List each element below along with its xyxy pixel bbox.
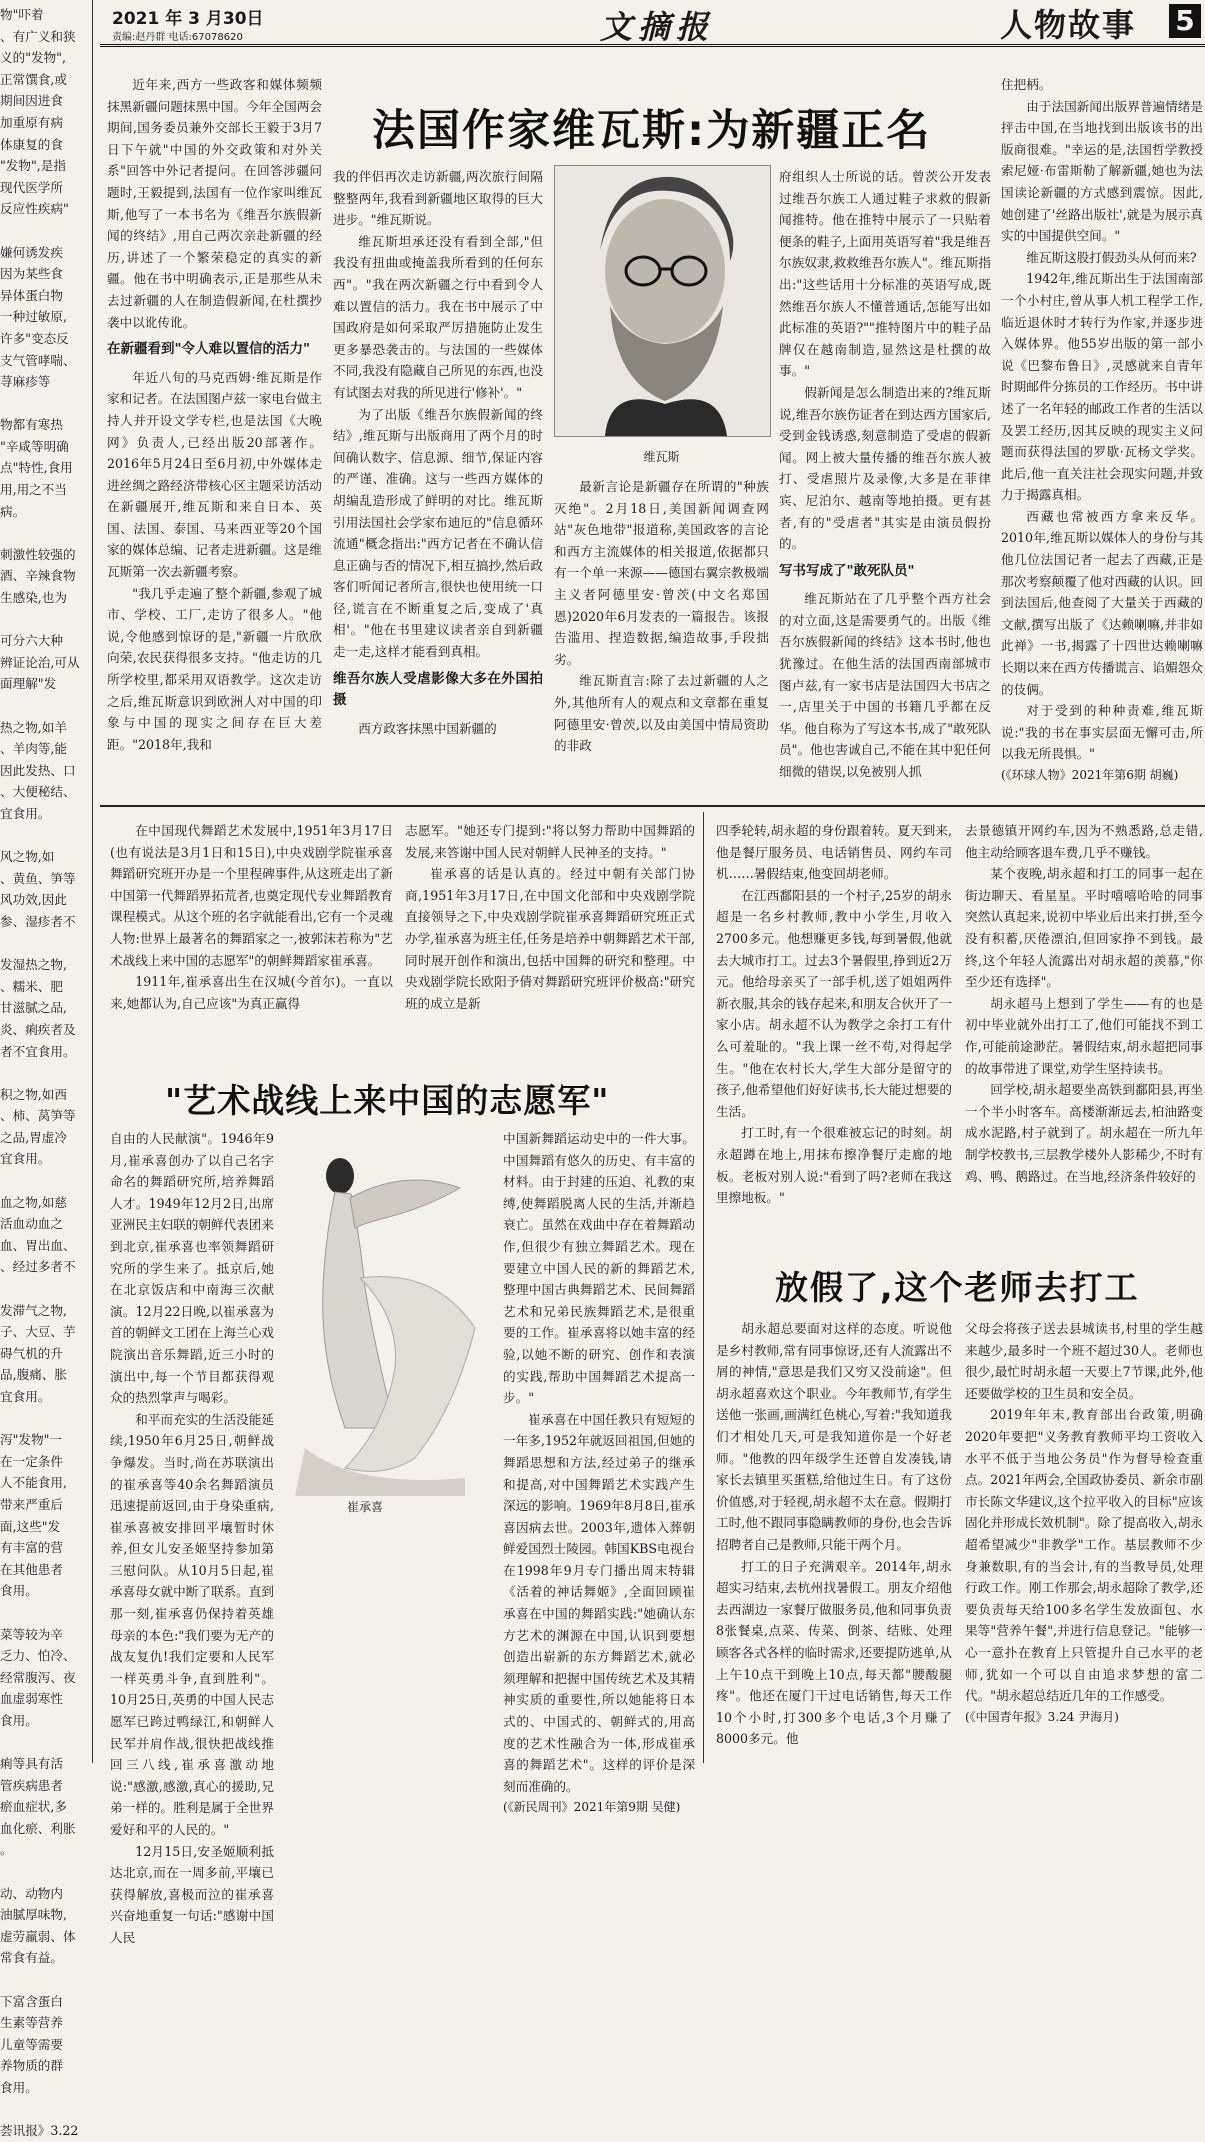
article1-column-1 [107,74,322,801]
paragraph: 在江西鄱阳县的一个村子,25岁的胡永超是一名乡村教师,教中小学生,月收入2700多元。他想赚更多钱,每到暑假,他就去大城市打工。过去3个暑假里,挣到近2万元。他给母亲买了一部手机,送了姐姐两件新衣服,其余的钱存起来,和朋友合伙开了一家小店。胡永超不认为教学之余打工有什么可羞耻的。"我上课一丝不苟,对得起学生。"他在农村长大,学生大部分是留守的孩子,他希望他们好好读书,长大能过想要的生活。 [716,887,952,1119]
strip-line: 在其他患者 [0,1561,63,1577]
paragraph: 父母会将孩子送去县城读书,村里的学生越来越少,最多时一个班不超过30人。老师也很少,最忙时胡永超一天要上7节课,此外,他还要做学校的卫生员和安全员。 [965,1321,1203,1401]
paragraph: 崔承喜在中国任教只有短短的一年多,1952年就返回祖国,但她的舞蹈思想和方法,经过弟子的继承和提高,对中国舞蹈艺术实践产生深远的影响。1969年8月8日,崔承喜因病去世。2003年,遗体入葬朝鲜爱国烈士陵园。韩国KBS电视台在1998年9月专门播出周末特辑《活着的神话舞姬》,全面回顾崔承喜在中国的舞蹈实践:"她确认东方艺术的渊源在中国,认识到要想创造出崭新的东方舞蹈艺术,就必须理解和把握中国传统艺术及其精神实质的重要性,所以她能将日本式的、中国式的、朝鲜式的,用高度的艺术性融合为一体,形成崔承喜的舞蹈艺术"。这样的评价是深刻而准确的。 [503,1411,695,1794]
article2-bottom-column-1 [110,1128,274,1945]
strip-line: 生素等营养 [0,2015,63,2031]
article1-column-4 [779,166,991,801]
strip-line: 瘀血症状,多 [0,1799,67,1815]
article2-top-column-1 [110,820,393,1045]
strip-line: 现代医学所 [0,179,63,195]
source-credit: (《新民周刊》2021年第9期 吴健) [503,1800,681,1815]
paragraph: 中国新舞蹈运动史中的一件大事。中国舞蹈有悠久的历史、有丰富的材料。由于封建的压迫、礼教的束缚,使舞蹈脱离人民的生活,并渐趋衰亡。虽然在戏曲中存在着舞蹈动作,但很少有独立舞蹈艺术。现在要建立中国人民的新的舞蹈艺术,整理中国古典舞蹈艺术、民间舞蹈艺术和兄弟民族舞蹈艺术,是很重要的工作。崔承喜将以她丰富的经验,以她不断的研究、创作和表演的实践,帮助中国舞蹈艺术提高一步。" [503,1131,695,1406]
strip-line: 血之物,如慈 [0,1194,67,1210]
strip-line: 食用。 [0,2080,38,2095]
masthead-editor: 责编:赵丹群 电话:67078620 [112,32,243,43]
strip-line: 辨证论治,可从 [0,654,80,670]
strip-line: 体康复的食 [0,136,63,152]
strip-line: 子、大豆、芋 [0,1324,76,1340]
strip-line: 品,腹痛、胀 [0,1367,67,1383]
article-divider-vertical [703,812,704,1763]
strip-line: 血虚弱寒性 [0,1691,63,1707]
strip-line: 许多"变态反 [0,330,69,346]
strip-line [0,1969,87,1991]
paragraph: 维瓦斯坦承还没有看到全部,"但我没有扭曲或掩盖我所看到的任何东西"。"我在两次新疆之行中看到令人难以置信的活力。我在书中展示了中国政府是如何采取严厉措施防止发生更多暴恐袭击的。与法国的一些媒体不同,我没有隐藏自己所见的东西,也没有试图去对我的所见进行'修补'。" [333,233,543,400]
paragraph: 维瓦斯直言:除了去过新疆的人之外,其他所有人的观点和文章都在重复阿德里安·曾茨,以及由美国中情局资助的非政 [554,673,769,754]
strip-line [0,609,87,631]
subheading: 维吾尔族人受虐影像大多在外国拍摄 [333,670,543,709]
strip-line [0,2099,87,2121]
left-column-strip [0,4,87,2139]
strip-line: 点"特性,食用 [0,460,73,476]
choi-photo-caption: 崔承喜 [346,1500,383,1514]
strip-line: 刺激性较强的 [0,546,76,562]
source-credit: (《环球人物》2021年第6期 胡巍) [1001,768,1179,782]
strip-line: 乏力、怕冷、 [0,1648,76,1664]
strip-line: 食用。 [0,1712,38,1728]
strip-line: 荨麻疹等 [0,374,51,390]
strip-line: 面理解"发 [0,676,57,692]
strip-line: 风功效,因此 [0,892,67,908]
strip-line: 期间因进食 [0,93,63,109]
paragraph: 和平而充实的生活没能延续,1950年6月25日,朝鲜战争爆发。当时,尚在苏联演出的崔承喜等40余名舞蹈演员迅速提前返回,由于身染重病,崔承喜被安排回平壤暂时休养,但女儿安圣姬坚持参加第三慰问队。从10月5日起,崔承喜母女就中断了联系。直到那一刻,崔承喜仍保持着英雄母亲的本色:"我们要为无产的战友复仇!我们定要和人民军一样英勇斗争,直到胜利"。10月25日,英勇的中国人民志愿军已跨过鸭绿江,和朝鲜人民军并肩作战,很快把战线推回三八线,崔承喜激动地说:"感激,感激,真心的援助,兄弟一样的。胜利是属于全世界爱好和平的人民的。" [110,1411,274,1837]
strip-line: 风之物,如 [0,849,55,865]
strip-line: 动、动物内 [0,1885,63,1901]
paragraph: 2019年年末,教育部出台政策,明确2020年要把"义务教育教师平均工资收入水平不低于当地公务员"作为督导检查重点。2021年两会,全国政协委员、新余市副市长陈文华建议,这个拉平收入的目标"应该固化并形成长效机制"。除了提高收入,胡永超希望减少"非教学"工作。基层教师不少身兼数职,有的当会计,有的当教导员,处理行政工作。刚工作那会,胡永超除了教学,还要负责每天给100多名学生发放面包、水果等"营养午餐",并进行信息登记。"能够一心一意扑在教育上只管提升自己水平的老师,犹如一个可以自由追求梦想的富二代。"胡永超总结近几年的工作感受。 [965,1407,1203,1704]
strip-line: 支气管哮喘、 [0,352,76,368]
paragraph: 最新言论是新疆存在所谓的"种族灭绝"。2月18日,美国新闻调查网站"灰色地带"报道称,美国政客的言论和西方主流媒体的相关报道,依据都只有一个单一来源——德国右翼宗教极端主义者阿德里安·曾茨(中文名郑国恩)2020年6月发表的一篇报告。该报告滥用、捏造数据,编造故事,手段拙劣。 [554,479,769,667]
strip-line [0,1062,87,1084]
paragraph: 志愿军。"她还专门提到:"将以努力帮助中国舞蹈的发展,来答谢中国人民对朝鲜人民神圣的支持。" [405,823,695,860]
strip-line: 生感染,也为 [0,590,67,606]
paragraph: 12月15日,安圣姬顺利抵达北京,而在一周多前,平壤已获得解放,喜极而泣的崔承喜兴奋地重复一句话:"感谢中国人民 [110,1843,274,1945]
paragraph: 府组织人士所说的话。曾茨公开发表过维吾尔族工人通过鞋子求救的假新闻推特。他在推特中展示了一只贴着便条的鞋子,上面用英语写着"我是维吾尔族奴隶,救救维吾尔族人"。维瓦斯指出:"这些话用十分标准的英语写成,既然维吾尔族人不懂普通话,怎能写出如此标准的英语?""推特图片中的鞋子品牌仅在越南制造,显然这是杜撰的故事。" [779,169,991,379]
strip-line [0,220,87,242]
strip-line [0,825,87,847]
paragraph: 自由的人民献演"。1946年9月,崔承喜创办了以自己名字命名的舞蹈研究所,培养舞蹈人才。1949年12月2日,出席亚洲民主妇联的朝鲜代表团来到北京,崔承喜也率领舞蹈研究所的学生来了。抵京后,她在北京饭店和中南海三次献演。12月22日晚,以崔承喜为首的朝鲜文工团在上海兰心戏院演出音乐舞蹈,近三小时的演出中,每一个节目都获得观众的热烈掌声与喝彩。 [110,1131,274,1406]
strip-line: 常食有益。 [0,1950,63,1966]
paragraph: 打工时,有一个很难被忘记的时刻。胡永超蹲在地上,用抹布擦净餐厅走廊的地板。老板对别人说:"看到了吗?老师在我这里擦地板。" [716,1125,952,1206]
strip-line [0,1732,87,1754]
strip-line [0,1861,87,1883]
article3-bottom-column-1 [716,1318,952,1759]
strip-line: 病。 [0,503,26,519]
paragraph: 1911年,崔承喜出生在汉城(今首尔)。一直以来,她都认为,自己应该"为真正赢得 [110,974,393,1011]
paragraph: 假新闻是怎么制造出来的?维瓦斯说,维吾尔族伤证者在到达西方国家后,受到金钱诱惑,刻意制造了受虐的假新闻。网上被大量传播的维吾尔族人被打、受虐照片及录像,大多是在菲律宾、尼泊尔、越南等地拍摄。更有甚者,有的"受虐者"其实是由演员假扮的。 [779,384,991,552]
strip-line: 嫌何诱发疾 [0,244,63,260]
strip-line: 下富含蛋白 [0,1993,63,2009]
strip-line: 义的"发物", [0,50,66,66]
paragraph: 崔承喜的话是认真的。经过中朝有关部门协商,1951年3月17日,在中国文化部和中央戏剧学院直接领导之下,中央戏剧学院崔承喜舞蹈研究班正式办学,崔承喜为班主任,任务是培养中朝舞蹈艺术干部,同时展开创作和演出,包括中国舞的研究和整理。中央戏剧学院长欧阳予倩对舞蹈研究班评价极高:"研究班的成立是新 [405,866,695,1011]
article2-bottom-column-2 [503,1128,695,1815]
paragraph: 四季轮转,胡永超的身份跟着转。夏天到来,他是餐厅服务员、电话销售员、网约车司机……暑假结束,他变回胡老师。 [716,823,952,882]
paragraph: 维瓦斯站在了几乎整个西方社会的对立面,这是需要勇气的。出版《维吾尔族假新闻的终结》这本书时,他也犹豫过。在他生活的法国西南部城市图卢兹,有一家书店是法国四大书店之一,店里关于中国的书籍几乎都在反华。他自称为了写这本书,成了"敢死队员"。他也害诚自己,不能在其中犯任何细微的错误,以免被别人抓 [779,591,991,780]
paragraph: 回学校,胡永超要坐高铁到鄱阳县,再坐一个半小时客车。高楼渐渐远去,柏油路变成水泥路,村子就到了。胡永超在一所九年制学校教书,三层教学楼外人影稀少,不时有鸡、鸭、鹅路过。在当地,经济条件较好的 [965,1082,1203,1184]
article1-bottom-rule [100,805,1205,807]
paragraph: 西藏也常被西方拿来反华。2010年,维瓦斯以媒体人的身份与其他几位法国记者一起去了西藏,正是那次考察颠覆了他对西藏的认识。回到法国后,他查阅了大量关于西藏的文献,撰写出版了《达赖喇嘛,并非如此禅》一书,揭露了十四世达赖喇嘛长期以来在西方传播谎言、谄媚怨众的伎俩。 [1001,508,1203,697]
masthead-rule [100,44,1205,47]
strip-line: 、大便秘结、 [0,784,76,800]
paragraph: 西方政客抹黑中国新疆的 [358,720,497,736]
strip-line: 人不能食用, [0,1475,67,1491]
strip-line: 者不宜食用。 [0,1043,76,1059]
strip-line: 、黄鱼、笋等 [0,870,76,886]
article2-headline: "艺术战线上来中国的志愿军" [165,1081,610,1120]
paragraph: 为了出版《维吾尔族假新闻的终结》,维瓦斯与出版商用了两个月的时间确认数字、信息源、细节,保证内容的严谨、准确。这与一些西方媒体的胡编乱造形成了鲜明的对比。维瓦斯引用法国社会学家布迪厄的"信息循环流通"概念指出:"西方记者在不确认信息正确与否的情况下,相互搞抄,然后政客们听闻记者所言,很快也使用统一口径,谎言在不断重复之后,变成了'真相'。"他在书里建议读者亲自到新疆走一走,这样才能看到真相。 [333,406,543,660]
article2-top-column-2 [405,820,695,1045]
strip-line: 在一定条件 [0,1453,63,1469]
strip-line: 油腻厚味物, [0,1907,67,1923]
strip-line: "辛咸等明确 [0,438,69,454]
strip-line: 食用。 [0,1583,38,1599]
vivas-photo-caption: 维瓦斯 [643,450,680,464]
section-title: 人物故事 [1000,6,1137,44]
paragraph: 维瓦斯这股打假劲头从何而来? [1026,249,1197,265]
strip-line [0,522,87,544]
strip-line: 反应性疾病" [0,201,69,217]
strip-line: 、糯米、肥 [0,978,63,994]
strip-line [0,1278,87,1300]
strip-line: "发物",是指 [0,158,66,174]
newspaper-name: 文摘报 [600,8,715,46]
masthead-date: 2021 年 3 月30日 [112,9,264,29]
strip-line: 酒、辛辣食物 [0,568,76,584]
strip-line [0,393,87,415]
paragraph: 住把柄。 [1001,77,1052,92]
paragraph: 某个夜晚,胡永超和打工的同事一起在街边聊天、看星星。平时嘻嘻哈哈的同事突然认真起来,说初中毕业后出来打拼,至今没有积蓄,厌倦漂泊,但回家挣不到钱。最终,这个年轻人流露出对胡永超的羡慕,"你至少还有选择"。 [965,866,1203,990]
paragraph: 去景德镇开网约车,因为不熟悉路,总走错,他主动给顾客退车费,几乎不赚钱。 [965,823,1203,860]
article3-bottom-column-2 [965,1318,1203,1759]
strip-line [0,1408,87,1430]
strip-line: 虚劳羸弱、体 [0,1928,76,1944]
page-number-badge: 5 [1169,4,1201,38]
strip-line: 之品,胃虚冷 [0,1129,67,1145]
paragraph: 年近八旬的马克西姆·维瓦斯是作家和记者。在法国图卢兹一家电台做主持人并开设文学专栏,也是法国《大晚网》负责人,已经出版20部著作。2016年5月24日至6月初,中外媒体走进丝绸之路经济带核心区主题采访活动在新疆展开,维瓦斯和来自日本、英国、法国、泰国、马来西亚等20个国家的媒体总编、记者走进新疆。这是维瓦斯第一次去新疆考察。 [107,369,322,580]
strip-line: 因此发热、口 [0,762,76,778]
strip-line: 因为某些食 [0,266,63,282]
article1-column-2 [333,166,543,801]
strip-line: 经常腹泻、夜 [0,1669,76,1685]
paragraph: 1942年,维瓦斯出生于法国南部一个小村庄,曾从事人机工程学工作,临近退休时才转行为作家,并逐步进入媒体界。他55岁出版的第一部小说《巴黎布鲁日》,灵感就来自青年时期邮件分拣员的工作经历。书中讲述了一名年轻的邮政工作者的生活以及罢工经历,因其反映的现实主义问题而获得法国的罗歇·瓦杨文学奖。此后,他一直关注社会现实问题,并致力于揭露真相。 [1001,271,1203,503]
strip-line: 、柿、莴笋等 [0,1108,76,1124]
strip-line [0,1602,87,1624]
strip-line: 甘滋腻之品, [0,1000,67,1016]
paragraph: 对于受到的种种责难,维瓦斯说:"我的书在事实层面无懈可击,所以我无所畏惧。" [1001,703,1203,762]
strip-line: 。 [0,1842,13,1858]
strip-line: 参、湿疹者不 [0,913,76,929]
paragraph: 胡永超总要面对这样的态度。听说他是乡村教师,常有同事惊讶,还有人流露出不屑的神情,"意思是我们又穷又没前途"。但胡永超喜欢这个职业。今年教师节,有学生送他一张画,画满红色桃心,写着:"我知道我们才相处几天,可是我知道你是一个好老师。"他教的四年级学生还曾自发凑钱,请家长去镇里买蛋糕,给他过生日。有了这份价值感,对于轻视,胡永超不太在意。假期打工时,他不跟同事隐瞒教师的身份,也会告诉招聘者自己是教师,只能干两个月。 [716,1321,952,1552]
strip-line: 用,用之不当 [0,482,67,498]
paragraph: 打工的日子充满艰辛。2014年,胡永超实习结束,去杭州找暑假工。朋友介绍他去西湖边一家餐厅做服务员,他和同事负责8张餐桌,点菜、传菜、倒茶、结账、处理顾客各式各样的临时需求,还要提防逃单,从上午10点干到晚上10点,每天都"腰酸腿疼"。他还在厦门干过电话销售,每天工作10个小时,打300多个电话,3个月赚了8000多元。他 [716,1558,952,1747]
strip-line: 儿童等需要 [0,2036,63,2052]
strip-line: 、有广义和狭 [0,28,76,44]
subheading: 在新疆看到"令人难以置信的活力" [107,341,311,358]
strip-line: 、羊肉等,能 [0,741,67,757]
choi-seung-hee-photo [265,1128,495,1496]
strip-line: 泻"发物"一 [0,1432,62,1448]
article1-headline: 法国作家维瓦斯:为新疆正名 [372,106,932,156]
article1-column-5 [1001,74,1203,801]
strip-line: 宜食用。 [0,1151,51,1167]
source-credit: (《中国青年报》3.24 尹海月) [965,1709,1119,1724]
strip-line: 炎、痢疾者及 [0,1021,76,1037]
paragraph: 胡永超马上想到了学生——有的也是初中毕业就外出打工了,他们可能找不到工作,可能前途渺茫。暑假结束,胡永超把同事的故事带进了课堂,劝学生坚持读书。 [965,995,1203,1076]
strip-line: 物"吓着 [0,7,44,22]
vivas-portrait-photo [554,165,771,437]
paragraph: 在中国现代舞蹈艺术发展中,1951年3月17日(也有说法是3月1日和15日),中央戏剧学院崔承喜舞蹈研究班开办是一个里程碑事件,从这班走出了新中国第一代舞蹈界拓荒者,也奠定现代专业舞蹈教育课程模式。从这个班的名字就能看出,它有一个灵魂人物:世界上最著名的舞蹈家之一,被郭沫若称为"艺术战线上来中国的志愿军"的朝鲜舞蹈家崔承喜。 [110,823,393,968]
subheading: 写书写成了"敢死队员" [779,562,915,579]
left-strip-divider [92,0,93,1763]
strip-line: 有丰富的营 [0,1540,63,1556]
strip-line: 碍气机的升 [0,1345,63,1361]
strip-line [0,1170,87,1192]
strip-line: 发滞气之物, [0,1302,67,1318]
strip-line: 管疾病患者 [0,1777,63,1793]
strip-line: 异体蛋白物 [0,287,63,303]
paragraph: 近年来,西方一些政客和媒体频频抹黑新疆问题抹黑中国。今年全国两会期间,国务委员兼外交部长王毅于3月7日下午就"中国的外交政策和对外关系"回答中外记者提问。在回答涉疆问题时,王毅提到,法国有一位作家叫维瓦斯,他写了一本书名为《维吾尔族假新闻的终结》,用自己两次亲赴新疆的经历,讲述了一个繁荣稳定的真实的新疆。他在书中明确表示,正是那些从未去过新疆的人在制造假新闻,在杜撰抄袭中以讹传讹。 [107,77,322,330]
article3-top-column-1 [716,820,952,1250]
strip-line: 积之物,如西 [0,1086,67,1102]
paragraph: 由于法国新闻出版界普遍情绪是抨击中国,在当地找到出版该书的出版商很难。"幸运的是,法国哲学教授索尼娅·布雷斯勒了解新疆,她也为法国读论新疆的方式感到震惊。因此,她创建了'丝路出版社',就是为展示真实的中国提供空间。" [1001,98,1203,244]
strip-line: 活血动血之 [0,1216,63,1232]
strip-line: 一种过敏原, [0,309,67,325]
strip-line: 宜食用。 [0,805,51,821]
strip-line: 、经过多者不 [0,1259,76,1275]
strip-line [0,933,87,955]
dancer-image [265,1128,495,1496]
strip-line: 宜食用。 [0,1389,51,1404]
strip-line: 加重原有病 [0,114,63,130]
article3-headline: 放假了,这个老师去打工 [775,1268,1140,1307]
article1-column-3 [554,476,769,801]
strip-line [0,695,87,717]
strip-line: 痢等具有活 [0,1756,63,1772]
strip-line: 血化瘀、利胀 [0,1820,76,1836]
strip-line: 血、胃出血、 [0,1237,76,1253]
strip-line: 物都有寒热 [0,417,63,433]
strip-line: 正常馔食,或 [0,71,67,87]
strip-line: 可分六大种 [0,633,63,649]
paragraph: "我几乎走遍了整个新疆,参观了城市、学校、工厂,走访了很多人。"他说,令他感到惊讶的是,"新疆一片欣欣向荣,农民获得很多支持。"他走访的几所学校里,都采用双语教学。这次走访之后,维瓦斯意识到欧洲人对中国的印象与中国的现实之间存在巨大差距。"2018年,我和 [107,585,322,752]
article3-top-column-2 [965,820,1203,1250]
strip-line: 荟讯报》3.22 [0,2123,79,2139]
strip-line: 养物质的群 [0,2058,63,2074]
paragraph: 我的伴侣再次走访新疆,两次旅行间隔整整两年,我看到新疆地区取得的巨大进步。"维瓦斯说。 [333,169,543,228]
strip-line: 面,这些"发 [0,1518,61,1534]
strip-line: 发湿热之物, [0,957,67,973]
portrait-image [555,166,770,436]
strip-line: 菜等较为辛 [0,1626,63,1642]
strip-line: 热之物,如羊 [0,719,67,735]
strip-line: 带来严重后 [0,1496,63,1512]
